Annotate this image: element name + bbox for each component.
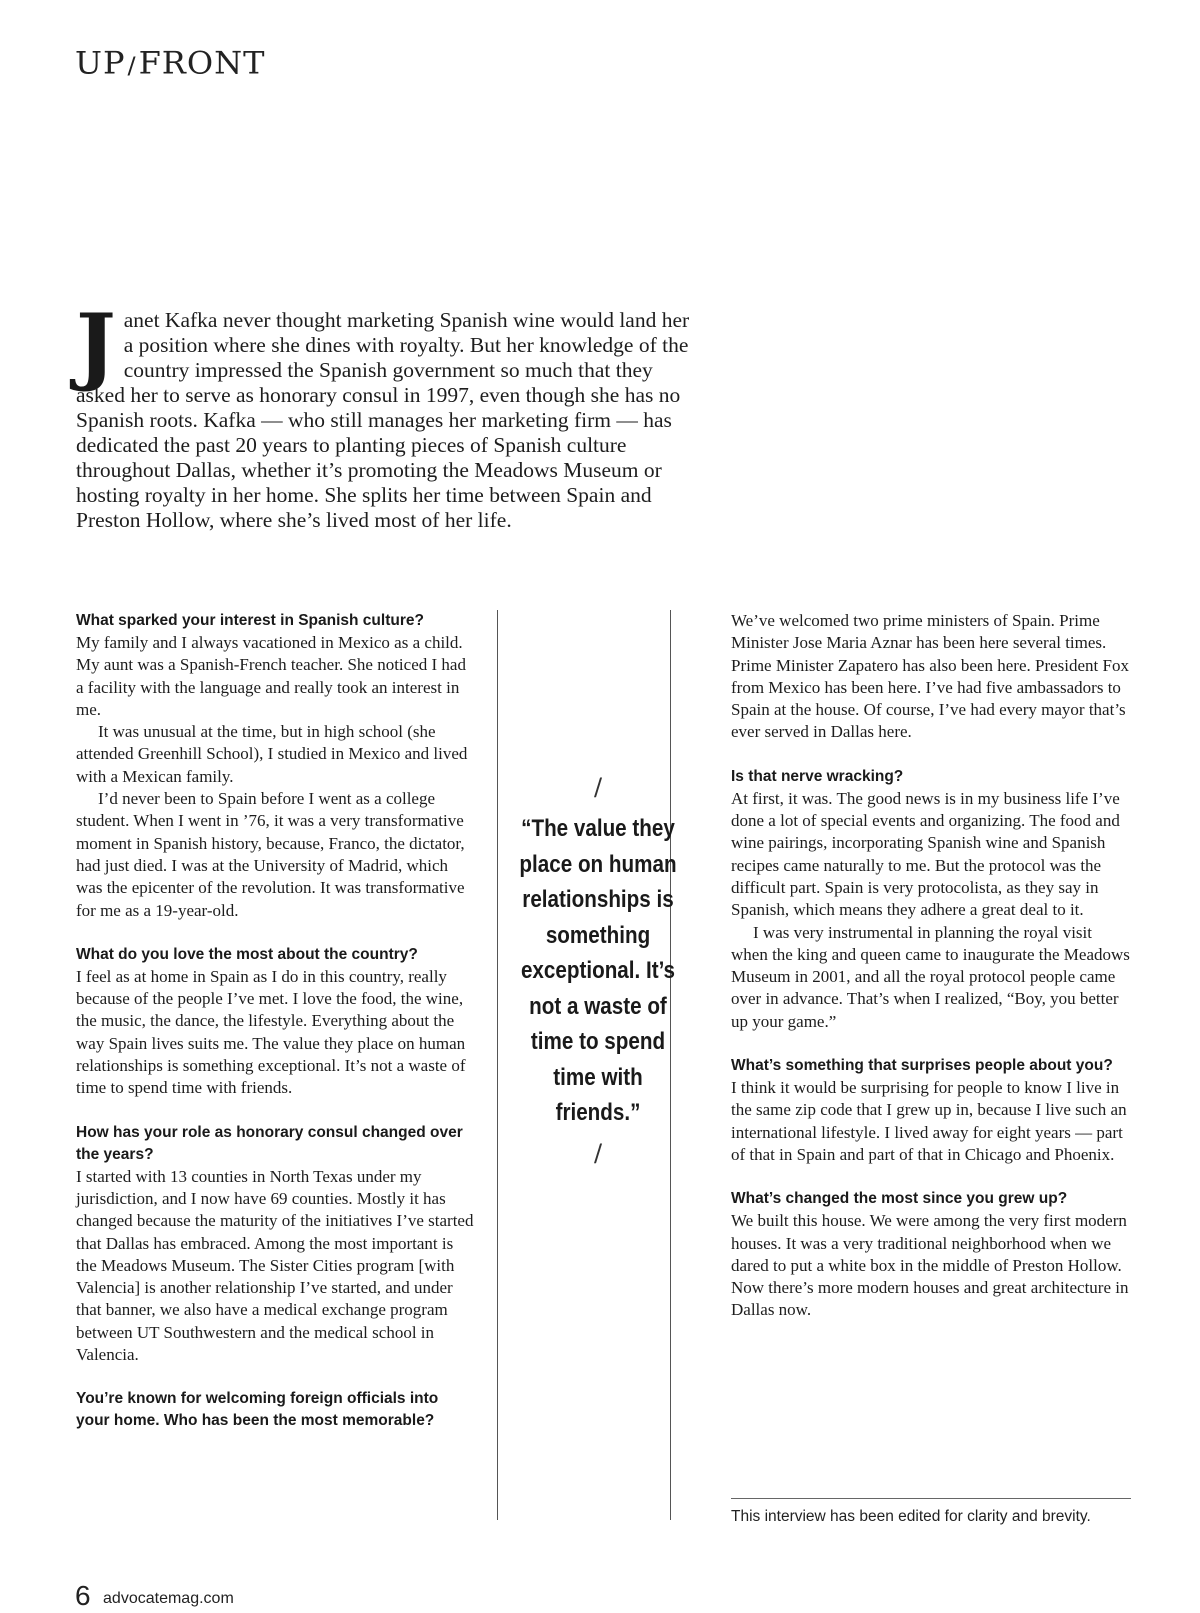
- answer-paragraph: My family and I always vacationed in Mexico as a child. My aunt was a Spanish-French teacher. She noticed I had a facility with the language and really took an interest in me.: [76, 633, 466, 719]
- answer-paragraph: At first, it was. The good news is in my business life I’ve done a lot of special events and organizing. The food and wine pairings, incorporating Spanish wine and Spanish recipes came naturally to me. But the protocol was the difficult part. Spain is very protocolista, as they say in Spanish, which means they adhere a great deal to it.: [731, 788, 1120, 920]
- pull-quote-text: “The value they place on human relationships is something exceptional. It’s not a waste of time to spend time with friends.”: [519, 815, 677, 1126]
- question-1: What sparked your interest in Spanish culture?: [76, 612, 424, 629]
- answer-1: [76, 632, 476, 922]
- section-label: [75, 45, 265, 81]
- answer-4: [731, 610, 1131, 744]
- question-2: What do you love the most about the country?: [76, 945, 418, 963]
- pull-quote: [518, 775, 678, 1165]
- question-5: Is that nerve wracking?: [731, 767, 904, 785]
- question-3: How has your role as honorary consul changed over the years?: [76, 1123, 463, 1163]
- answer-paragraph: I feel as at home in Spain as I do in this country, really because of the people I’ve met. I love the food, the wine, the music, the dance, the lifestyle. Everything about the way Spain lives suits me. The value they place on human relationships is something exceptional. It’s not a waste of time to spend time with friends.: [76, 966, 466, 1098]
- intro-paragraph: [76, 295, 696, 533]
- question-7: What’s changed the most since you grew up?: [731, 1190, 1068, 1208]
- section-label-slash: /: [127, 52, 137, 80]
- section-label-left: UP: [75, 44, 126, 82]
- intro-text: anet Kafka never thought marketing Spanish wine would land her a position where she dines with royalty. But her knowledge of the country impressed the Spanish government so much that they asked her to serve as honorary consul in 1997, even though she has no Spanish roots. Kafka — who still manages her marketing firm — has dedicated the past 20 years to planting pieces of Spanish culture throughout Dallas, whether it’s promoting the Meadows Museum or hosting royalty in her home. She splits her time between Spain and Preston Hollow, where she’s lived most of her life.: [76, 308, 690, 532]
- answer-paragraph: I was very instrumental in planning the royal visit when the king and queen came to inaugurate the Meadows Museum in 2001, and all the royal protocol people came over in advance. That’s when I realized, “Boy, you better up your game.”: [731, 922, 1130, 1031]
- question-4: You’re known for welcoming foreign officials into your home. Who has been the most memorable?: [76, 1390, 439, 1430]
- note-divider: [731, 1498, 1131, 1499]
- answer-paragraph: It was unusual at the time, but in high school (she attended Greenhill School), I studied in Mexico and lived with a Mexican family.: [76, 722, 468, 786]
- page-footer: [75, 1580, 234, 1612]
- answer-paragraph: I’d never been to Spain before I went as a college student. When I went in ’76, it was a very transformative moment in Spanish history, because, Franco, the dictator, had just died. I was at the University of Madrid, which was the epicenter of the revolution. It was transformative for me as a 19-year-old.: [76, 789, 465, 920]
- right-column: [731, 610, 1131, 1322]
- section-label-right: FRONT: [138, 44, 266, 82]
- answer-7: [731, 1210, 1131, 1321]
- answer-paragraph: We built this house. We were among the very first modern houses. It was a very traditional neighborhood when we dared to put a white box in the middle of Preston Hollow. Now there’s more modern houses and great architecture in Dallas now.: [731, 1211, 1129, 1320]
- page-number: 6: [75, 1580, 91, 1611]
- left-column: [76, 610, 476, 1432]
- site-url: advocatemag.com: [103, 1590, 234, 1607]
- answer-5: [731, 788, 1131, 1033]
- editor-note: This interview has been edited for clarity and brevity.: [731, 1508, 1091, 1525]
- question-6: What’s something that surprises people about you?: [731, 1057, 1113, 1075]
- answer-paragraph: I think it would be surprising for people to know I live in the same zip code that I grew up in, because I live such an international lifestyle. I lived away for eight years — part of that in Spain and part of that in Chicago and Phoenix.: [731, 1078, 1127, 1164]
- pull-quote-slash-bottom: /: [593, 1138, 603, 1167]
- answer-paragraph: I started with 13 counties in North Texas under my jurisdiction, and I now have 69 counties. Mostly it has changed because the maturity of the initiatives I’ve started that Dallas has embraced. Among the most important is the Meadows Museum. The Sister Cities program [with Valencia] is another relationship I’ve started, and under that banner, we also have a medical exchange program between UT Southwestern and the medical school in Valencia.: [76, 1166, 474, 1365]
- answer-6: [731, 1077, 1131, 1166]
- answer-paragraph: We’ve welcomed two prime ministers of Spain. Prime Minister Jose Maria Aznar has been here several times. Prime Minister Zapatero has also been here. President Fox from Mexico has been here. I’ve had five ambassadors to Spain at the house. Of course, I’ve had every mayor that’s ever served in Dallas here.: [731, 611, 1129, 742]
- drop-cap: J: [76, 295, 116, 394]
- answer-2: [76, 966, 476, 1100]
- answer-3: [76, 1166, 476, 1367]
- pull-quote-slash-top: /: [593, 773, 603, 801]
- column-divider-left: [497, 610, 498, 1520]
